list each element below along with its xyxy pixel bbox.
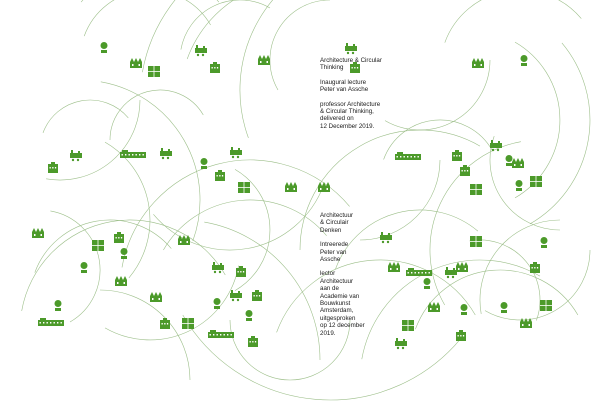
- dutch-details: lector Architectuur aan de Academie van Bouwkunst Amsterdam, uitgesproken op 12 december 2019.: [320, 270, 365, 337]
- long-icon: [120, 150, 146, 158]
- grid-icon: [238, 182, 250, 193]
- factory-icon: [230, 147, 242, 158]
- tree-icon: [521, 55, 528, 66]
- factory-icon: [445, 267, 457, 278]
- factory-icon: [195, 45, 207, 56]
- arc-line: [105, 142, 150, 278]
- building-icon: [452, 150, 462, 161]
- tree-icon: [201, 158, 208, 169]
- factory-icon: [380, 232, 392, 243]
- arc-line: [81, 0, 219, 2]
- grid-icon: [402, 320, 414, 331]
- building-icon: [530, 262, 540, 273]
- arc-line: [204, 222, 320, 360]
- english-lecture: Inaugural lecture Peter van Assche: [320, 78, 369, 94]
- arc-line: [445, 0, 582, 43]
- building-icon: [160, 318, 170, 329]
- arc-line: [530, 43, 590, 224]
- house-icon: [115, 276, 127, 286]
- tree-icon: [501, 302, 508, 313]
- arc-line: [101, 82, 200, 241]
- tree-icon: [121, 248, 128, 259]
- circular-lines: [22, 0, 590, 400]
- grid-icon: [92, 240, 104, 251]
- tree-icon: [101, 42, 108, 53]
- arc-line: [46, 100, 140, 180]
- house-icon: [150, 292, 162, 302]
- house-icon: [428, 302, 440, 312]
- tree-icon: [461, 304, 468, 315]
- long-icon: [395, 152, 421, 160]
- factory-icon: [395, 338, 407, 349]
- tree-icon: [506, 155, 513, 166]
- english-title: Architecture & Circular Thinking: [320, 57, 382, 72]
- house-icon: [388, 262, 400, 272]
- house-icon: [285, 182, 297, 192]
- long-icon: [208, 330, 234, 338]
- building-icon: [252, 290, 262, 301]
- grid-icon: [148, 66, 160, 77]
- arc-line: [100, 290, 190, 380]
- tree-icon: [214, 298, 221, 309]
- grid-icon: [470, 184, 482, 195]
- long-icon: [406, 268, 432, 276]
- arc-line: [110, 90, 203, 140]
- grid-icon: [540, 300, 552, 311]
- house-icon: [512, 158, 524, 168]
- house-icon: [472, 58, 484, 68]
- house-icon: [130, 58, 142, 68]
- house-icon: [178, 235, 190, 245]
- house-icon: [318, 182, 330, 192]
- grid-icon: [182, 318, 194, 329]
- tree-icon: [541, 237, 548, 248]
- building-icon: [456, 330, 466, 341]
- english-details: professor Architecture & Circular Thinking, delivered on 12 December 2019.: [320, 100, 381, 130]
- tree-icon: [246, 310, 253, 321]
- factory-icon: [230, 290, 242, 301]
- building-icon: [236, 266, 246, 277]
- arc-line: [22, 220, 226, 311]
- english-text-block: [320, 57, 398, 137]
- factory-icon: [160, 148, 172, 159]
- building-icon: [215, 170, 225, 181]
- building-icon: [210, 62, 220, 73]
- factory-icon: [70, 150, 82, 161]
- grid-icon: [470, 236, 482, 247]
- tree-icon: [516, 180, 523, 191]
- grid-icon: [530, 176, 542, 187]
- arc-line: [385, 60, 490, 130]
- arc-line: [187, 0, 341, 59]
- house-icon: [32, 228, 44, 238]
- arc-line: [360, 160, 440, 240]
- long-icon: [38, 318, 64, 326]
- building-icon: [48, 162, 58, 173]
- house-icon: [520, 318, 532, 328]
- arc-line: [122, 160, 350, 267]
- factory-icon: [345, 43, 357, 54]
- arc-line: [84, 0, 210, 36]
- tree-icon: [81, 262, 88, 273]
- dutch-title: Architectuur & Circulair Denken: [320, 212, 354, 234]
- building-icon: [114, 232, 124, 243]
- dutch-lecture: Intreerede Peter van Assche: [320, 241, 349, 264]
- arc-line: [415, 270, 578, 329]
- building-icons: [32, 42, 552, 349]
- dutch-text-block: [320, 212, 365, 344]
- tree-icon: [424, 278, 431, 289]
- arc-line: [181, 0, 270, 50]
- building-icon: [248, 336, 258, 347]
- house-icon: [456, 262, 468, 272]
- arc-line: [490, 136, 560, 230]
- tree-icon: [55, 300, 62, 311]
- house-icon: [258, 55, 270, 65]
